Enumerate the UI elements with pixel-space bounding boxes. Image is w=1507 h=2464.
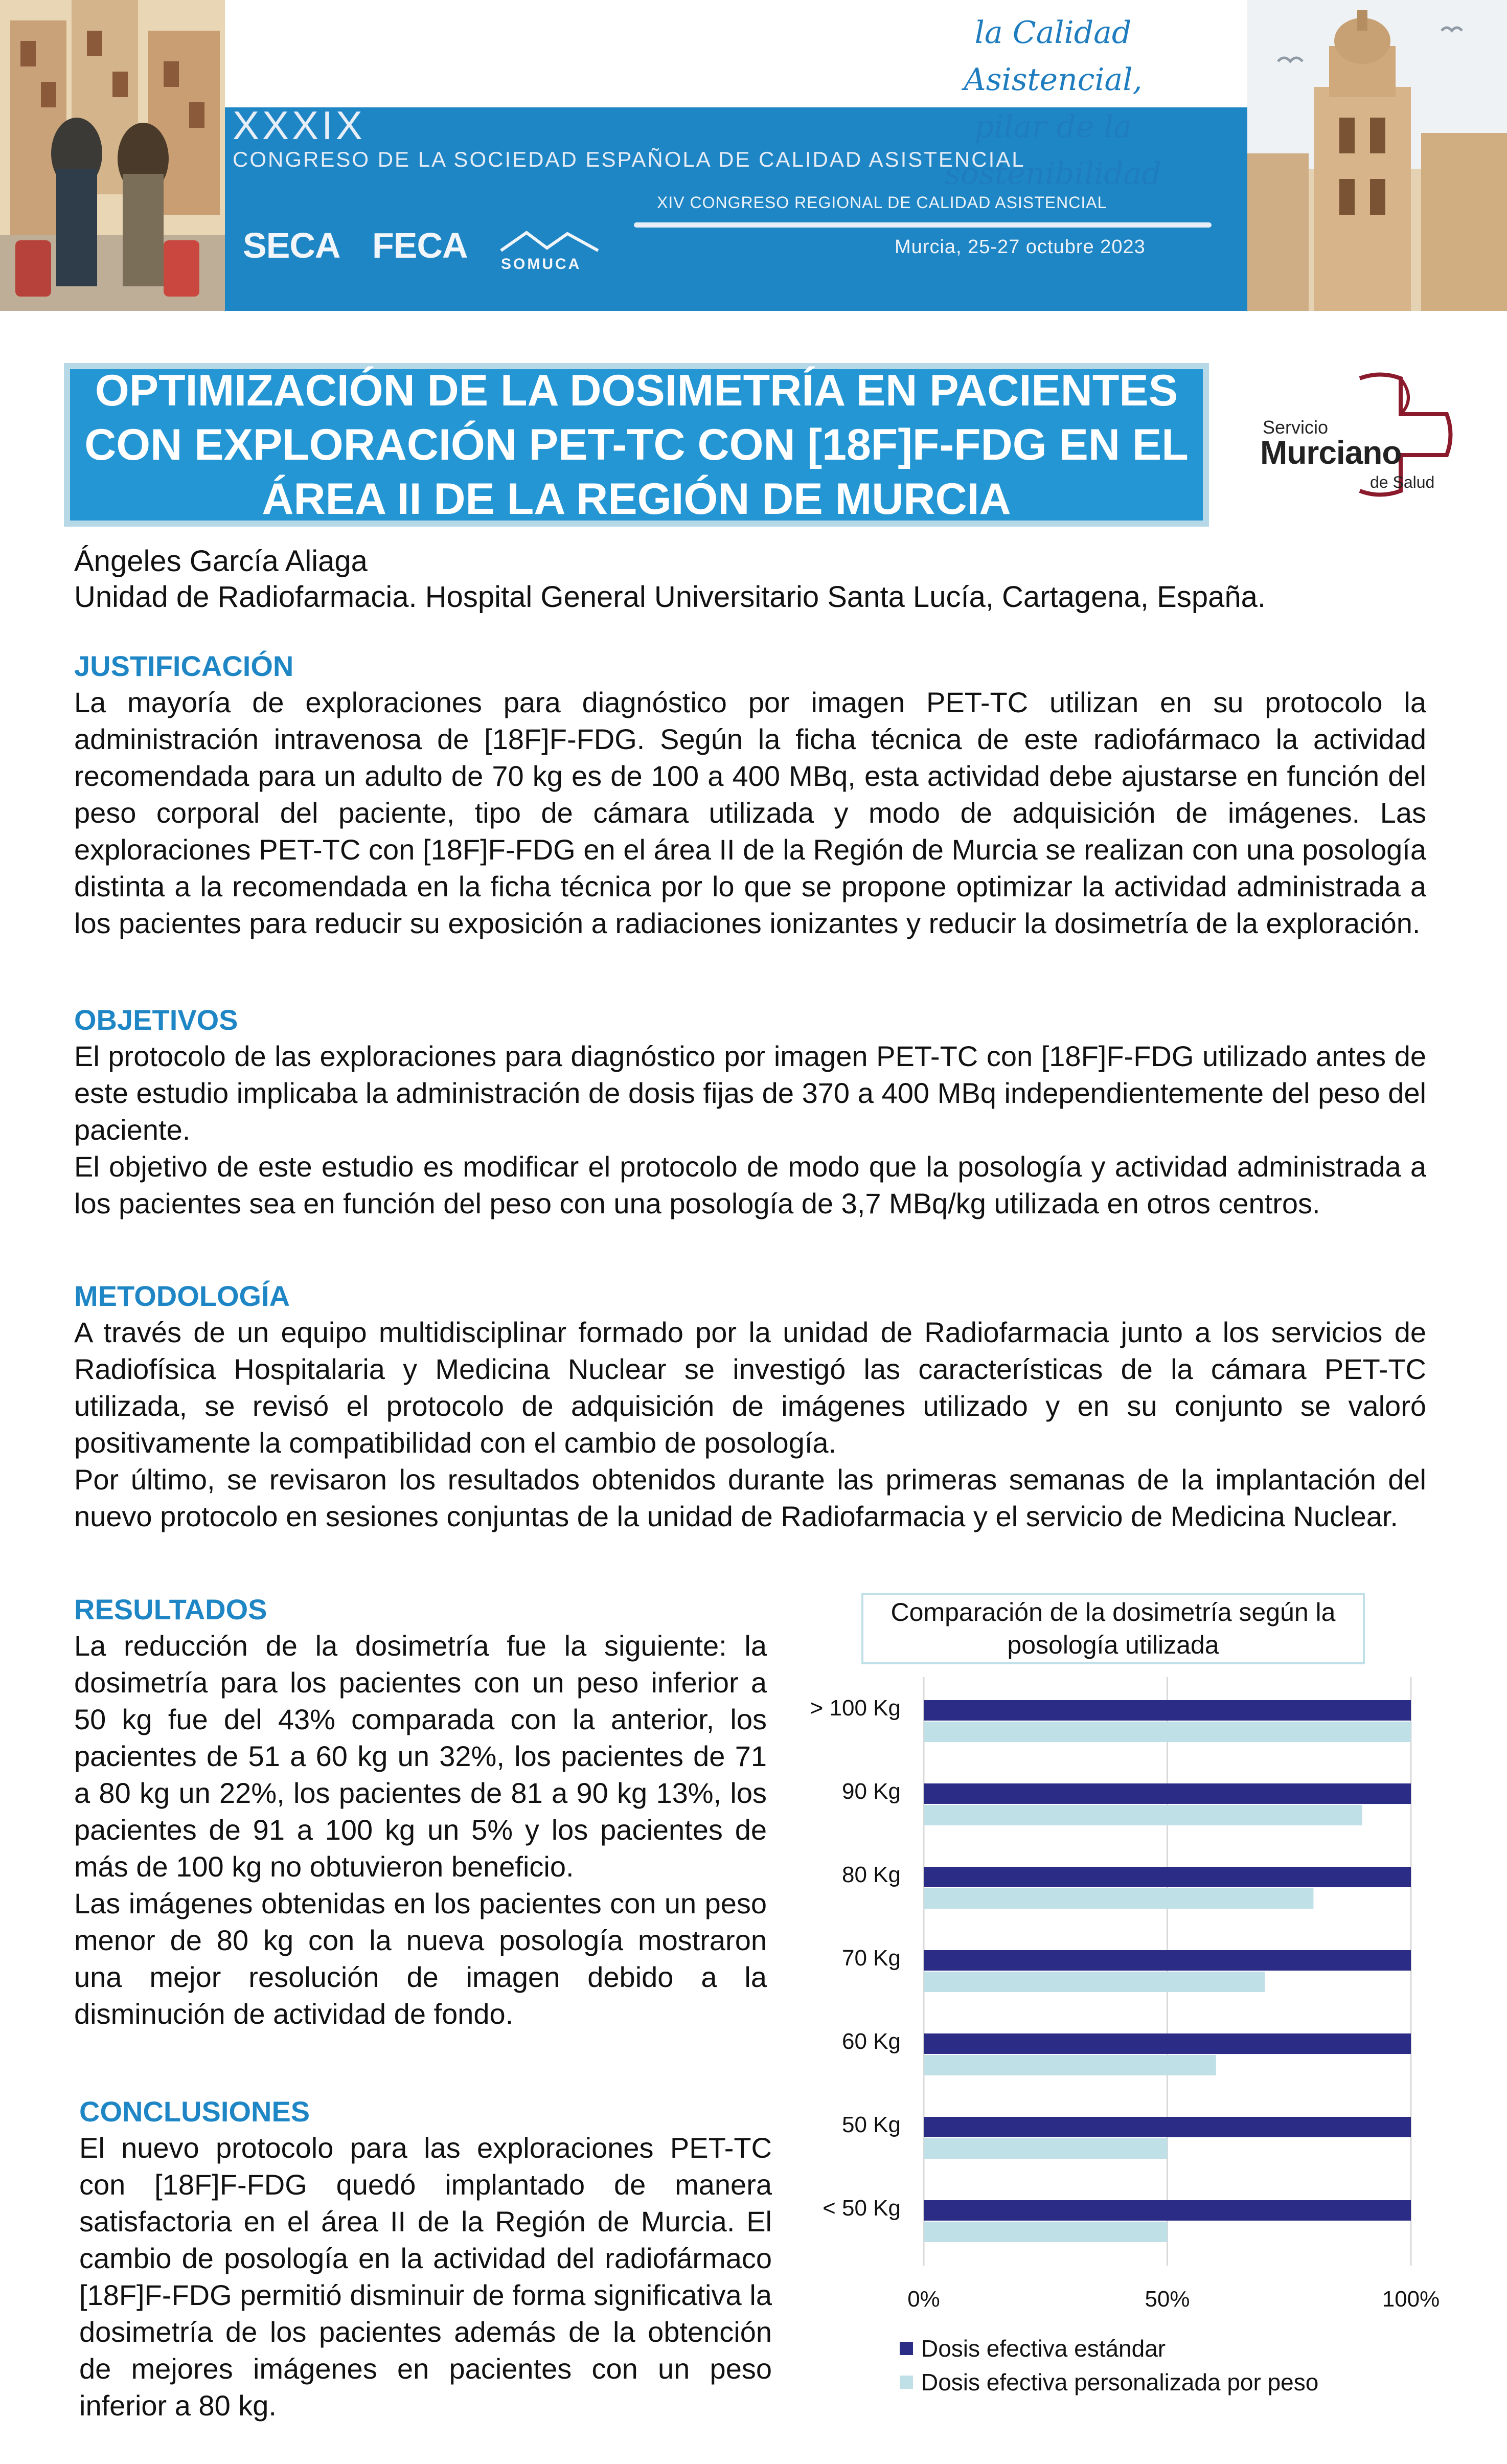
chart-category-label: 80 Kg — [842, 1862, 901, 1887]
bar-personalized-dose — [924, 1722, 1411, 1742]
author-affiliation: Unidad de Radiofarmacia. Hospital General Universitario Santa Lucía, Cartagena, España. — [74, 580, 1266, 614]
bar-personalized-dose — [924, 2222, 1168, 2242]
chart-x-tick-label: 0% — [907, 2287, 940, 2312]
section-objetivos — [74, 1002, 1426, 1222]
section-paragraph: El nuevo protocolo para las exploraciones PET-TC con [18F]F-FDG quedó implantado de manera satisfactoria en el área II de la Región de Murcia. El cambio de posología en la actividad del radiofármaco [18F]F-FDG permitió disminuir de forma significativa la dosimetría de los pacientes además de la obtención de mejores imágenes en pacientes con un peso inferior a 80 kg. — [79, 2132, 772, 2422]
bar-personalized-dose — [924, 2055, 1216, 2075]
bar-personalized-dose — [924, 1888, 1313, 1909]
sms-logo-line-1: Servicio — [1263, 417, 1329, 438]
seca-logo: SECA — [243, 225, 340, 265]
bar-standard-dose — [924, 1867, 1411, 1887]
poster-title-box — [64, 363, 1209, 527]
section-heading: OBJETIVOS — [74, 1004, 238, 1036]
legend-swatch — [900, 2342, 913, 2355]
section-paragraph: El protocolo de las exploraciones para diagnóstico por imagen PET-TC con [18F]F-FDG utilizado antes de este estudio implicaba la administración de dosis fijas de 370 a 400 MBq independientemente del peso del paciente. — [74, 1040, 1426, 1146]
chart-category-label: > 100 Kg — [810, 1696, 901, 1721]
bar-personalized-dose — [924, 1972, 1265, 1992]
poster-title-line-3: ÁREA II DE LA REGIÓN DE MURCIA — [262, 474, 1011, 524]
cathedral-illustration-right — [1247, 0, 1507, 311]
dates-divider — [634, 222, 1212, 228]
dosimetry-bar-chart — [777, 1677, 1493, 2408]
congress-name: CONGRESO DE LA SOCIEDAD ESPAÑOLA DE CALIDAD ASISTENCIAL — [233, 147, 1025, 171]
section-heading: RESULTADOS — [74, 1593, 267, 1625]
bar-personalized-dose — [924, 1805, 1362, 1825]
city-illustration-left — [0, 0, 225, 311]
chart-x-tick-label: 100% — [1382, 2287, 1440, 2312]
bar-standard-dose — [924, 2117, 1411, 2137]
feca-logo: FECA — [372, 225, 468, 265]
legend-swatch — [900, 2376, 913, 2389]
chart-legend — [900, 2332, 1318, 2399]
legend-label: Dosis efectiva estándar — [921, 2335, 1166, 2362]
section-paragraph: Por último, se revisaron los resultados obtenidos durante las primeras semanas de la implantación del nuevo protocolo en sesiones conjuntas de la unidad de Radiofarmacia y el servicio de Medicina Nuclear. — [74, 1463, 1426, 1532]
chart-category-label: 70 Kg — [842, 1946, 901, 1971]
section-heading: JUSTIFICACIÓN — [74, 650, 294, 682]
congress-dates: Murcia, 25-27 octubre 2023 — [895, 236, 1146, 258]
section-justificacion — [74, 648, 1426, 942]
somuca-logo: SOMUCA — [501, 256, 582, 273]
section-metodologia — [74, 1278, 1426, 1535]
legend-label: Dosis efectiva personalizada por peso — [921, 2369, 1319, 2395]
regional-congress-name: XIV CONGRESO REGIONAL DE CALIDAD ASISTENCIAL — [657, 193, 1107, 212]
sms-logo-line-2: Murciano — [1260, 434, 1402, 471]
section-paragraph: A través de un equipo multidisciplinar formado por la unidad de Radiofarmacia junto a los servicios de Radiofísica Hospitalaria y Medicina Nuclear se investigó las características de la cámara PET-TC utilizada, se revisó el protocolo de adquisición de imágenes utilizado y en su conjunto se valoró positivamente la compatibilidad con el cambio de posología. — [74, 1316, 1426, 1459]
section-heading: METODOLOGÍA — [74, 1280, 290, 1312]
poster-title-line-1: OPTIMIZACIÓN DE LA DOSIMETRÍA EN PACIENTES — [95, 366, 1178, 415]
poster-title-line-2: CON EXPLORACIÓN PET-TC CON [18F]F-FDG EN EL — [84, 420, 1189, 469]
section-paragraph: La mayoría de exploraciones para diagnóstico por imagen PET-TC utilizan en su protocolo la administración intravenosa de [18F]F-FDG. Según la ficha técnica de este radiofármaco la actividad recomendada para un adulto de 70 kg es de 100 a 400 MBq, esta actividad debe ajustarse en función del peso corporal del paciente, tipo de cámara utilizada y modo de adquisición de imágenes. Las exploraciones PET-TC con [18F]F-FDG en el área II de la Región de Murcia se realizan con una posología distinta a la recomendada en la ficha técnica por lo que se propone optimizar la actividad administrada a los pacientes para reducir su exposición a radiaciones ionizantes y reducir la dosimetría de la exploración. — [74, 686, 1426, 939]
sms-logo-line-3: de Salud — [1370, 473, 1435, 491]
chart-category-label: < 50 Kg — [823, 2196, 901, 2221]
chart-category-label: 50 Kg — [842, 2112, 901, 2137]
author-name: Ángeles García Aliaga — [74, 545, 368, 578]
section-paragraph: La reducción de la dosimetría fue la siguiente: la dosimetría para los pacientes con un peso inferior a 50 kg fue del 43% comparada con la anterior, los pacientes de 51 a 60 kg un 32%, los pacientes de 71 a 80 kg un 22%, los pacientes de 81 a 90 kg 13%, los pacientes de 91 a 100 kg un 5% y los pacientes de más de 100 kg no obtuvieron beneficio. — [74, 1630, 767, 1883]
chart-category-label: 60 Kg — [842, 2029, 901, 2054]
bar-standard-dose — [924, 2200, 1411, 2221]
bar-standard-dose — [924, 1783, 1411, 1804]
motto-line-2: pilar de la sostenibilidad — [945, 109, 1161, 192]
section-heading: CONCLUSIONES — [79, 2095, 310, 2128]
chart-x-tick-label: 50% — [1145, 2287, 1190, 2312]
bar-standard-dose — [924, 1700, 1411, 1721]
congress-edition: XXXIX — [233, 103, 366, 148]
bar-standard-dose — [924, 1950, 1411, 1971]
bar-personalized-dose — [924, 2138, 1168, 2159]
legend-item — [900, 2332, 1318, 2365]
legend-item — [900, 2365, 1318, 2399]
section-conclusiones — [79, 2094, 772, 2424]
section-paragraph: Las imágenes obtenidas en los pacientes con un peso menor de 80 kg con la nueva posología mostraron una mejor resolución de imagen debido a la disminución de actividad de fondo. — [74, 1887, 767, 2030]
section-resultados — [74, 1592, 767, 2032]
chart-title: Comparación de la dosimetría según la posología utilizada — [861, 1593, 1365, 1664]
bar-standard-dose — [924, 2033, 1411, 2054]
section-paragraph: El objetivo de este estudio es modificar el protocolo de modo que la posología y actividad administrada a los pacientes sea en función del peso con una posología de 3,7 MBq/kg utilizada en otros centros. — [74, 1150, 1426, 1219]
chart-category-label: 90 Kg — [842, 1779, 901, 1804]
congress-banner — [0, 0, 1507, 311]
motto-line-1: la Calidad Asistencial, — [964, 15, 1143, 98]
